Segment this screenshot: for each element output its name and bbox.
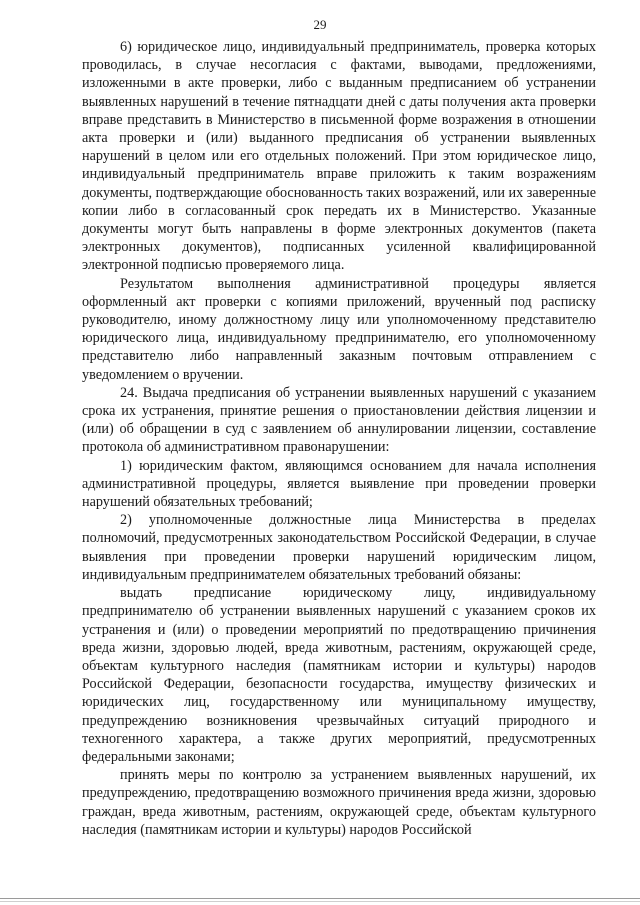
paragraph-item-6: 6) юридическое лицо, индивидуальный предприниматель, проверка которых проводилась, в случае несогласия с фактами, выводами, предложениями, изложенными в акте проверки, либо с выданным предписанием об устранении выявленных нарушений в течение пятнадцати дней с даты получения акта проверки вправе представить в Министерство в письменной форме возражения в отношении акта проверки и (или) выданного предписания об устранении выявленных нарушений в целом или его отдельных положений. При этом юридическое лицо, индивидуальный предприниматель вправе приложить к таким возражениям документы, подтверждающие обоснованность таких возражений, или их заверенные копии либо в согласованный срок передать их в Министерство. Указанные документы могут быть направлены в форме электронных документов (пакета электронных документов), подписанных усиленной квалифицированной электронной подписью проверяемого лица. (82, 39, 596, 274)
paragraph-take-measures: принять меры по контролю за устранением выявленных нарушений, их предупреждению, предотвращению возможного причинения вреда жизни, здоровью граждан, вреда животным, растениям, окружающей среде, объектам культурного наследия (памятникам истории и культуры) народов Российской (82, 767, 596, 838)
scan-edge-line-secondary (0, 901, 640, 902)
paragraph-section-24: 24. Выдача предписания об устранении выявленных нарушений с указанием срока их устранения, принятие решения о приостановлении действия лицензии и (или) об обращении в суд с заявлением об аннулировании лицензии, составление протокола об административном правонарушении: (82, 384, 596, 456)
paragraph-procedure-result: Результатом выполнения административной процедуры является оформленный акт проверки с копиями приложений, врученный под расписку руководителю, иному должностному лицу или уполномоченному представителю юридического лица, индивидуальному предпринимателю, его уполномоченному представителю либо направленный заказным почтовым отправлением с уведомлением о вручении. (82, 275, 596, 383)
document-body (82, 38, 596, 839)
paragraph-item-1: 1) юридическим фактом, являющимся основанием для начала исполнения административной процедуры, является выявление при проведении проверки нарушений обязательных требований; (82, 457, 596, 511)
scan-edge-line (0, 898, 640, 899)
page-number: 29 (313, 17, 327, 32)
paragraph-issue-order: выдать предписание юридическому лицу, индивидуальному предпринимателю об устранении выявленных нарушений с указанием сроков их устранения и (или) о проведении мероприятий по предотвращению причинения вреда жизни, здоровью людей, вреда животным, растениям, окружающей среде, объектам культурного наследия (памятникам истории и культуры) народов Российской Федерации, безопасности государства, имуществу физических и юридических лиц, государственному или муниципальному имуществу, предупреждению возникновения чрезвычайных ситуаций природного и техногенного характера, а также других мероприятий, предусмотренных федеральными законами; (82, 585, 596, 765)
paragraph-item-2: 2) уполномоченные должностные лица Министерства в пределах полномочий, предусмотренных законодательством Российской Федерации, в случае выявления при проведении проверки нарушений юридическим лицом, индивидуальным предпринимателем обязательных требований обязаны: (82, 512, 596, 583)
